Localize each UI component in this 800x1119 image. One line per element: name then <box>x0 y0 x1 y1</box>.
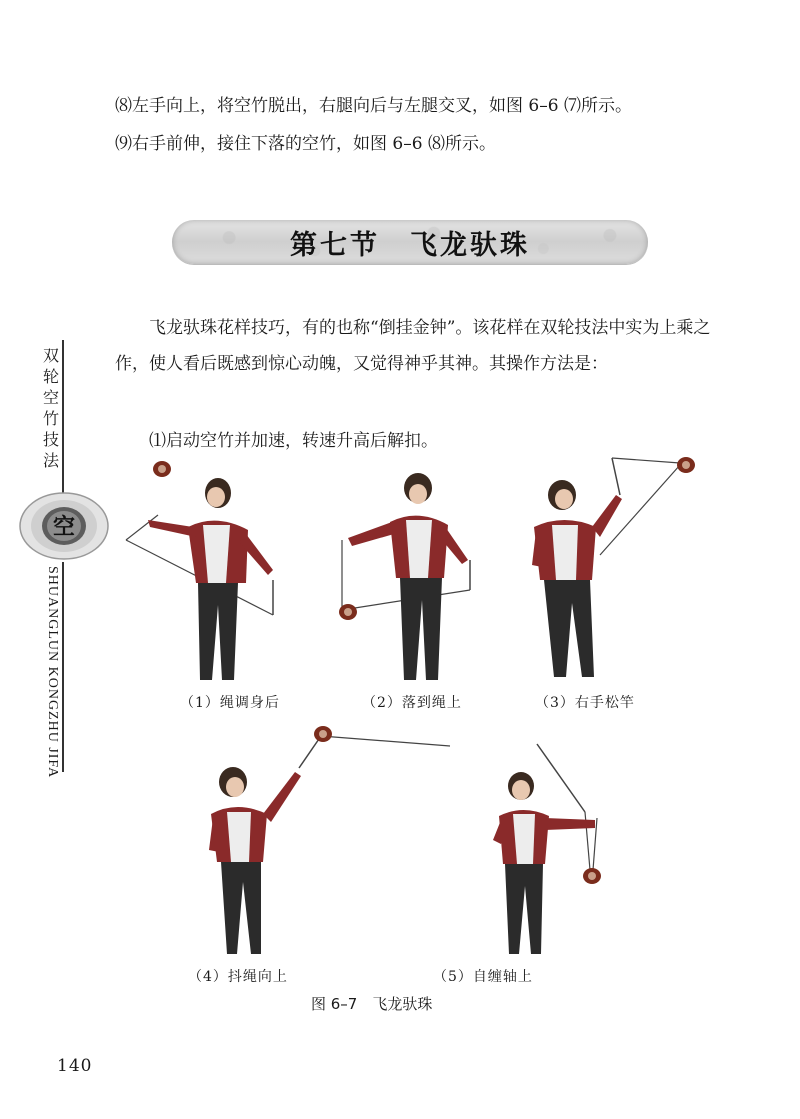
figure-title: 图 6–7 飞龙驮珠 <box>311 995 433 1013</box>
intro-paragraph: 飞龙驮珠花样技巧，有的也称“倒挂金钟”。该花样在双轮技法中实为上乘之作，使人看后既感到惊心动魄，又觉得神乎其神。其操作方法是： <box>115 318 711 374</box>
diabolo-icon <box>314 726 332 742</box>
diabolo-icon <box>339 604 357 620</box>
emblem-char: 空 <box>52 515 76 540</box>
photo-step-4 <box>195 722 460 962</box>
photo-step-1 <box>118 455 288 685</box>
photo-step-2 <box>330 460 490 688</box>
caption-1: （1）绳调身后 <box>180 695 280 711</box>
side-rail <box>62 340 64 498</box>
section-banner <box>172 220 648 264</box>
side-label-english: SHUANGLUN KONGZHU JIFA <box>45 566 60 779</box>
paragraph-step-8: ⑻左手向上，将空竹脱出，右腿向后与左腿交叉，如图 6–6 ⑺所示。 <box>115 96 632 116</box>
caption-2: （2）落到绳上 <box>362 695 462 711</box>
photo-step-3 <box>520 455 700 685</box>
page-number: 140 <box>57 1056 93 1076</box>
caption-5: （5）自缠轴上 <box>433 969 533 985</box>
diabolo-icon <box>583 868 601 884</box>
photo-step-5 <box>485 740 610 962</box>
section-title: 第七节 飞龙驮珠 <box>290 229 530 261</box>
diabolo-icon <box>677 457 695 473</box>
side-label-chinese: 双轮空竹技法 <box>42 346 59 470</box>
caption-3: （3）右手松竿 <box>535 695 635 711</box>
paragraph-step-9: ⑼右手前伸，接住下落的空竹，如图 6–6 ⑻所示。 <box>115 134 496 154</box>
paragraph-step-1: ⑴启动空竹并加速，转速升高后解扣。 <box>149 431 438 451</box>
caption-4: （4）抖绳向上 <box>188 969 288 985</box>
diabolo-icon <box>153 461 171 477</box>
emblem-icon <box>17 490 111 562</box>
side-rail-lower <box>62 562 64 772</box>
